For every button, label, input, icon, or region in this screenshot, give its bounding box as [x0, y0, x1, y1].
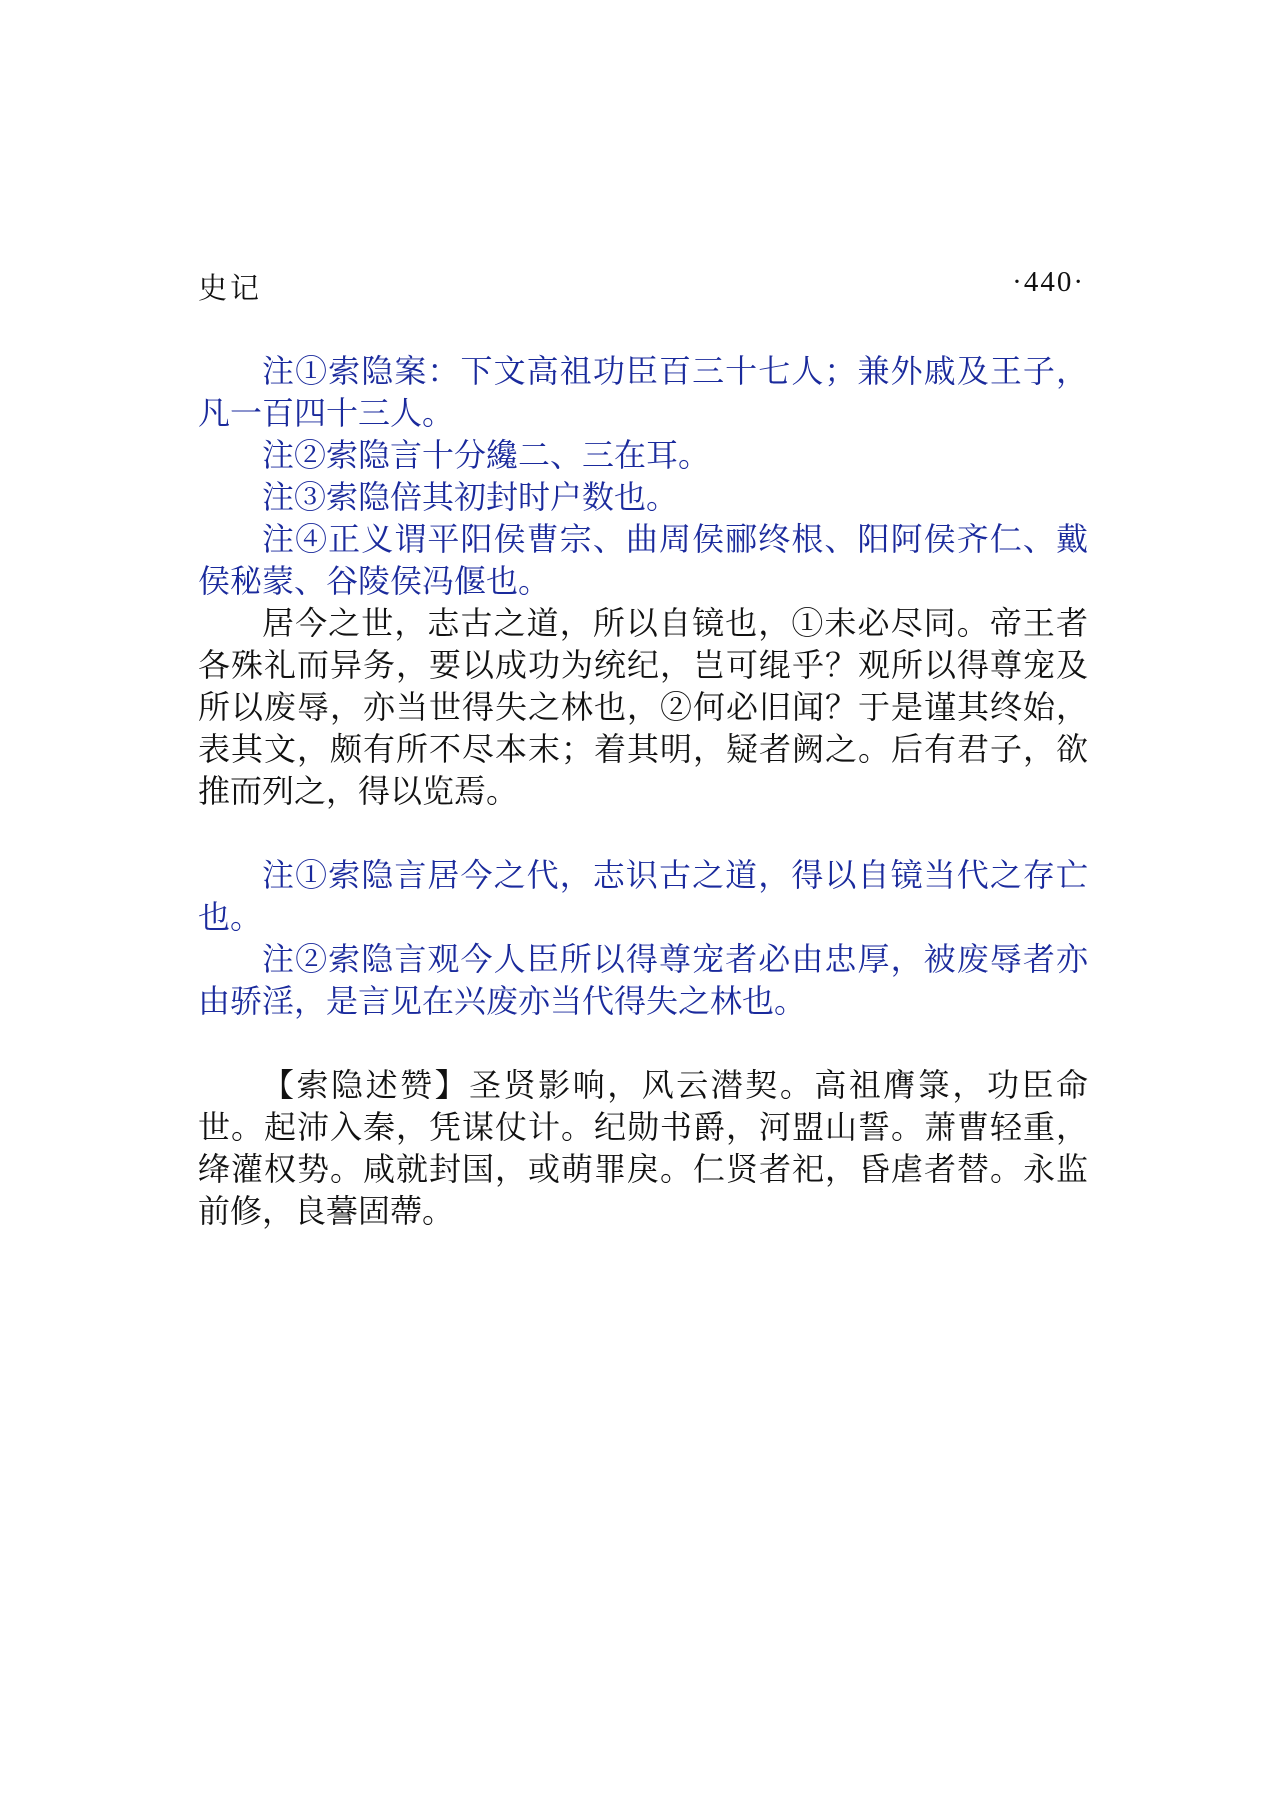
page-header [198, 266, 1085, 306]
note-paragraph: 注①索隐言居今之代，志识古之道，得以自镜当代之存亡也。 [198, 856, 1088, 936]
note-paragraph: 注③索隐倍其初封时户数也。 [262, 478, 679, 516]
note-paragraph: 注②索隐言十分纔二、三在耳。 [262, 436, 711, 474]
note-paragraph: 注④正义谓平阳侯曹宗、曲周侯郦终根、阳阿侯齐仁、戴侯秘蒙、谷陵侯冯偃也。 [198, 520, 1088, 600]
note-paragraph: 注②索隐言观今人臣所以得尊宠者必由忠厚，被废辱者亦由骄淫，是言见在兴废亦当代得失之林也。 [198, 940, 1088, 1020]
main-paragraph: 居今之世，志古之道，所以自镜也，①未必尽同。帝王者各殊礼而异务，要以成功为统纪，岂可绲乎？观所以得尊宠及所以废辱，亦当世得失之林也，②何必旧闻？于是谨其终始，表其文，颇有所不尽本末；着其明，疑者阙之。后有君子，欲推而列之，得以览焉。 [198, 604, 1088, 810]
paragraph-gap [198, 812, 1088, 854]
zan-paragraph: 【索隐述赞】圣贤影响，风云潜契。高祖膺箓，功臣命世。起沛入秦，凭谋仗计。纪勋书爵，河盟山誓。萧曹轻重，绛灌权势。咸就封国，或萌罪戾。仁贤者祀，昏虐者替。永监前修，良謩固蔕。 [198, 1066, 1088, 1230]
note-paragraph: 注①索隐案：下文高祖功臣百三十七人；兼外戚及王子，凡一百四十三人。 [198, 352, 1088, 432]
page-content [198, 350, 1088, 1232]
paragraph-gap [198, 1022, 1088, 1064]
book-title: 史记 [198, 271, 263, 305]
page-number: ·440· [1012, 266, 1085, 298]
